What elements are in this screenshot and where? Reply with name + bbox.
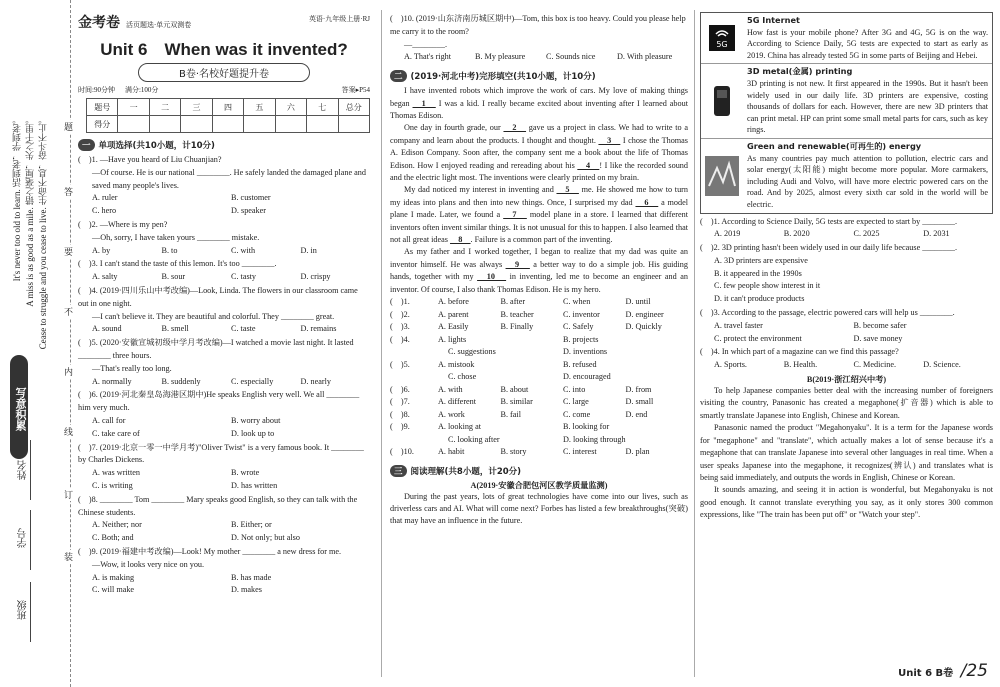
question-stem: ( )4. In which part of a magazine can we find this passage? [700,347,899,357]
cloze-blank[interactable]: 1 [412,98,436,108]
option[interactable]: A. mistook [438,359,475,369]
option[interactable]: A. 2019 [714,229,741,239]
question-stem: ( )9. (2019·福建中考改编)—Look! My mother ________ a new dress for me. [78,546,342,556]
option-list [714,320,993,346]
student-id-field[interactable] [30,510,31,570]
option[interactable]: D. small [625,397,654,407]
option[interactable]: D. speaker [231,206,267,216]
option[interactable]: D. With pleasure [617,52,673,62]
option[interactable]: A. was written [92,468,140,478]
option[interactable]: C. especially [231,376,274,386]
question-item [78,219,370,257]
option[interactable]: C. when [563,297,591,307]
option[interactable]: C. large [563,397,589,407]
option[interactable]: C. into [563,384,586,394]
option[interactable]: C. Sounds nice [546,52,596,62]
cloze-answer-row [390,334,688,347]
option[interactable]: D. in [300,245,317,255]
option[interactable]: A. sound [92,324,122,334]
cloze-answer-row [390,371,688,384]
footer-paper: B卷 [935,668,954,679]
question-item [78,337,370,388]
score-input-cell[interactable] [307,116,338,133]
option-list [92,467,370,493]
score-input-cell[interactable] [212,116,243,133]
option[interactable]: A. Sports. [714,360,747,370]
cut-label: 答 [64,185,73,198]
option[interactable]: B. sour [161,272,186,282]
cut-label: 装 [64,550,73,563]
paper-subtitle: B卷·名校好题提升卷 [138,63,310,82]
question-stem: ( )1. According to Science Daily, 5G tests are expected to start by ________. [700,216,958,226]
option[interactable]: A. That's right [404,52,452,62]
cloze-paragraph: My dad noticed my interest in inventing and 5 me. He showed me how to turn my ideas into plans and then into new things. Once, I surprised my dad 6 a model plane I made. Later, we found a 7 model plane in a store. I learned that different inventors often invent similar things. It is not unusual for this to happen. I also learned that not all great ideas 8 . Failure is a common part of the inventing. [390,185,688,245]
question-item [700,346,993,372]
option[interactable]: A. normally [92,376,132,386]
question-stem: ( )6. (2019·河北秦皇岛海港区期中)He speaks English very well. We all ________ him very much. [78,390,360,413]
option-list [92,245,370,258]
cloze-answer-row [390,434,688,447]
option[interactable]: C. is writing [92,480,133,490]
option[interactable]: C. suggestions [448,347,496,357]
grade-label: 英语·九年级上册·RJ [308,15,370,23]
option-list [92,192,370,218]
motto-block [10,115,60,350]
score-input-cell[interactable] [181,116,212,133]
answer-number: ( )9. [390,422,410,432]
option[interactable]: D. Quickly [625,322,662,332]
score-table [86,98,370,133]
reading-a-intro: During the past years, lots of great technologies have come into our lives, such as driverless cars and AI. What will come next? Forbes has listed a few breakthroughs(突破) that may have an influence in the future. [390,491,688,526]
option[interactable]: D. engineer [625,309,664,319]
class-field-label: 班级 [18,600,29,620]
reading-questions [700,216,993,373]
cloze-blank[interactable]: 10 [477,272,507,282]
score-input-cell[interactable] [244,116,275,133]
option[interactable]: D. save money [853,333,903,343]
cloze-answer-row [390,346,688,359]
column-divider [694,10,695,677]
option[interactable]: B. it appeared in the 1990s [714,268,802,278]
option[interactable]: D. encouraged [563,372,611,382]
option-list [92,519,370,545]
option-list [92,376,370,389]
cloze-blank[interactable]: 5 [556,185,579,195]
option[interactable]: D. 2031 [923,229,950,239]
score-header-cell: 二 [149,99,180,116]
cut-line [70,0,71,687]
option-list [92,415,370,441]
option-list [714,228,993,241]
question-line: —Wow, it looks very nice on you. [92,559,205,569]
brand-logo: 金考卷 活页题选·单元双测卷 [78,15,192,31]
cloze-answer-row [390,321,688,334]
score-header-cell: 题号 [87,99,118,116]
section-heading: 一 单项选择(共10小题，计10分) [78,139,370,151]
cut-label: 内 [64,365,73,378]
option[interactable]: A. different [438,397,477,407]
option[interactable]: D. it can't produce products [714,294,805,304]
option[interactable]: C. few people show interest in it [714,281,821,291]
reading-b-paragraph: Panasonic named the product "Megahonyaku". It is a term for the Japanese words for "megaphone" and "translate", which actually makes a lot of sense because it's a megaphone that can translate Japanese into several other languages in real time. When a user speaks Japanese into the megaphone, it recognizes(辨认) and translates what is being said immediately, and outputs the words in English, Chinese or Korean. [700,423,993,482]
option[interactable]: B. about [500,384,529,394]
option[interactable]: C. with [231,245,256,255]
option[interactable]: B. customer [231,193,271,203]
score-header-cell: 总分 [338,99,370,116]
option[interactable]: C. interest [563,447,597,457]
footer-unit: Unit 6 [898,668,933,679]
option[interactable]: C. come [563,409,591,419]
option[interactable]: B. My pleasure [475,52,526,62]
news-title: 5G Internet [747,15,800,25]
spacer [390,371,438,384]
score-header-cell: 七 [307,99,338,116]
option[interactable]: B. Either; or [231,520,272,530]
option[interactable]: D. look up to [231,428,275,438]
option[interactable]: A. call for [92,415,126,425]
question-stem: ( )3. According to the passage, electric powered cars will help us ________. [700,308,955,318]
option[interactable]: C. chose [448,372,477,382]
motto-line: Cease to struggle and you cease to live. 生命不息，奋斗不止。 [38,115,48,350]
option[interactable]: C. tasty [231,272,257,282]
score-input-cell[interactable] [338,116,370,133]
option[interactable]: A. by [92,245,111,255]
news-item [701,13,992,64]
reading-a-title: A(2019·安徽合肥包河区教学质量监测) [470,480,608,490]
cloze-answer-row [390,309,688,322]
question-item [78,258,370,284]
binding-sidebar [0,0,62,687]
news-text: How fast is your mobile phone? After 3G and 4G, 5G is on the way. According to Science Daily, 5G tests are expected to start as early as 2019. China has already tested 5G in some parts of Beijing and Hebei. [747,27,988,60]
option[interactable]: D. plan [625,447,650,457]
motto-line: It's never too old to learn. 活到老，学到老。 [12,115,22,282]
question-line: —Oh, sorry, I have taken yours ________ mistake. [92,232,260,242]
option[interactable]: B. become safer [853,320,907,330]
answer-number: ( )6. [390,384,410,394]
cloze-blank[interactable]: 7 [503,210,527,220]
question-item [78,154,370,218]
option[interactable]: B. after [500,297,526,307]
score-header-cell: 六 [275,99,306,116]
question-item [700,307,993,345]
answer-number: ( )8. [390,409,410,419]
option[interactable]: C. will make [92,585,135,595]
answer-number: ( )2. [390,309,410,319]
page-title: Unit 6 When was it invented? [100,40,348,59]
option[interactable]: A. ruler [92,193,118,203]
option[interactable]: A. Neither; nor [92,520,142,530]
column-3 [700,12,993,522]
name-field[interactable] [30,440,31,500]
reading-b-paragraph: To help Japanese companies better deal with the increasing number of foreigners visiting the country, Panasonic has created a megaphone(扩音器) which is able to smartly translate Japanese into English, Chinese and Korean. [700,386,993,420]
cut-label: 要 [64,245,73,258]
reading-b-passage [700,385,993,521]
question-item [700,216,993,242]
score-header-cell: 四 [212,99,243,116]
option[interactable]: A. before [438,297,469,307]
question-stem: ( )2. —Where is my pen? [78,219,168,229]
cloze-answer-row [390,384,688,397]
option[interactable]: C. looking after [448,434,500,444]
score-input-cell[interactable] [275,116,306,133]
option[interactable]: A. Easily [438,322,469,332]
question-stem: ( )5. (2020·安徽宣城初级中学月考改编)—I watched a movie last night. It lasted ________ three hours. [78,338,354,360]
option[interactable]: B. wrote [231,468,260,478]
news-text: 3D printing is not new. It first appeared in the 1990s. But it hasn't been widely used in our daily life. 3D printers are expensive, costing thousands of dollars for each. However, there are new 3D printers that can print metal. HP can print some small metal parts for cars, such as key rings. [747,78,988,135]
option-list [92,271,370,284]
class-field[interactable] [30,582,31,642]
option[interactable]: B. has made [231,572,272,582]
cloze-blank[interactable]: 3 [598,135,621,145]
option[interactable]: B. teacher [500,309,534,319]
cloze-paragraph: As my father and I worked together, I began to realize that my dad was quite an inventor himself. He was always 9 a better way to do a simple job. His guiding hands, together with my 10 in inventing, led me to become an engineer and an inventor. Of course, I also thank Thomas Edison. He is my hero. [390,247,688,294]
option[interactable]: C. take care of [92,428,140,438]
option[interactable]: B. similar [500,397,533,407]
option[interactable]: D. crispy [300,272,331,282]
reading-b-title: B(2019·浙江绍兴中考) [806,375,887,385]
option[interactable]: B. 2020 [783,229,810,239]
question-item [700,242,993,306]
option[interactable]: D. Not only; but also [231,533,300,543]
news-item [701,139,992,213]
option[interactable]: C. taste [231,324,256,334]
score-input-cell[interactable] [149,116,180,133]
cut-label: 订 [64,488,73,501]
news-body [743,13,992,63]
option[interactable]: C. inventor [563,309,600,319]
question-line: —I can't believe it. They are beautiful and colorful. They ________ great. [92,311,335,321]
time-limit: 时间:90分钟 [78,86,115,94]
total-score: 满分:100分 [124,86,159,94]
news-body [743,139,992,213]
question-10 [390,13,688,64]
cloze-paragraph: One day in fourth grade, our 2 gave us a project in class. We had to write to a company and learn about the products. I thought and thought. 3 I chose the Thomas A. Edison Company. Soon after, the company sent me a book about the life of Thomas Edison. How I enjoyed reading and rereading about his 4 ! I like the recorded sound and the electric light most. The inventions were clearly printed on my brain. [390,123,688,183]
option[interactable]: B. refused [563,359,597,369]
option[interactable]: C. Both; and [92,533,134,543]
score-row-label: 得分 [87,116,118,133]
cloze-answer-row [390,421,688,434]
page-number: /25 [960,661,988,681]
answer-number: ( )10. [390,447,414,457]
option[interactable]: B. looking for [563,422,610,432]
option[interactable]: B. fail [500,409,521,419]
option[interactable]: D. makes [231,585,262,595]
option[interactable]: B. smell [161,324,189,334]
option-list [404,51,688,64]
student-id-field-label: 学号 [18,528,29,548]
question-stem: ( )8. ________ Tom ________ Mary speaks good English, so they can talk with the Chinese students. [78,494,358,517]
question-stem: ( )7. (2019·北京一零一中学月考)"Oliver Twist" is a very famous book. It ________ by Charles Dickens. [78,442,364,465]
cloze-blank[interactable]: 9 [505,259,530,269]
news-item [701,64,992,139]
score-header-cell: 三 [181,99,212,116]
3d-printer-icon [701,64,743,138]
option[interactable]: A. looking at [438,422,481,432]
question-item [78,494,370,545]
column-divider [381,10,382,677]
option[interactable]: D. inventions [563,347,608,357]
question-stem: ( )3. I can't stand the taste of this lemon. It's too ________. [78,259,277,269]
option[interactable]: C. hero [92,206,117,216]
option[interactable]: D. from [625,384,652,394]
spacer [390,434,438,447]
cut-label: 线 [64,425,73,438]
section-heading: 三 阅读理解(共8小题，计20分) [390,465,688,477]
name-field-label: 姓名 [18,460,29,480]
question-item [78,389,370,440]
option[interactable]: A. parent [438,309,469,319]
score-input-cell[interactable] [118,116,149,133]
option[interactable]: B. Finally [500,322,534,332]
cloze-answer-row [390,359,688,372]
option[interactable]: D. Science. [923,360,961,370]
5g-signal-icon [701,13,743,63]
question-line: —That's really too long. [92,363,172,373]
option[interactable]: A. 3D printers are expensive [714,255,808,265]
answer-number: ( )1. [390,297,410,307]
green-energy-icon [701,139,743,213]
cloze-answer-row [390,409,688,422]
question-line: —________. [404,39,447,49]
option[interactable]: B. to [161,245,178,255]
question-stem: ( )10. (2019·山东济南历城区期中)—Tom, this box is too heavy. Could you please help me carry it to the room? [390,14,686,36]
option[interactable]: D. nearly [300,376,331,386]
answer-number: ( )5. [390,359,410,369]
question-stem: ( )1. —Have you heard of Liu Chuanjian? [78,155,222,164]
column-2 [390,12,688,528]
cloze-paragraph: I have invented robots which improve the work of cars. My love of making things began 1 I was a kid. I really became excited about inventing after I learned about Thomas Edison. [390,86,688,120]
answer-number: ( )4. [390,334,410,344]
question-stem: ( )2. 3D printing hasn't been widely used in our daily life because ________. [700,243,958,253]
option[interactable]: C. 2025 [853,229,880,239]
cloze-blank[interactable]: 6 [635,197,659,207]
option-list [92,572,370,598]
option[interactable]: A. travel faster [714,320,763,330]
motto-line: A miss is as good as a mile. 错之毫厘，失之千里。 [25,115,35,307]
cloze-blank[interactable]: 2 [503,123,527,133]
option[interactable]: D. remains [300,324,337,334]
svg-text:5G: 5G [716,40,728,50]
cut-label: 题 [64,120,73,133]
option[interactable]: B. story [500,447,527,457]
news-body [743,64,992,138]
option-list [714,359,993,372]
option[interactable]: C. Medicine. [853,360,897,370]
cut-label: 不 [64,305,73,318]
option[interactable]: A. work [438,409,465,419]
option[interactable]: A. lights [438,334,467,344]
score-header-cell: 一 [118,99,149,116]
option[interactable]: A. with [438,384,463,394]
option[interactable]: A. salty [92,272,118,282]
cloze-answer-row [390,396,688,409]
cloze-answer-list [390,296,688,459]
question-item [390,13,688,64]
option-list [714,255,993,306]
question-item [78,285,370,336]
score-header-cell: 五 [244,99,275,116]
question-line: —Of course. He is our national ________. He safely landed the damaged plane and saved many people's lives. [92,167,366,190]
reading-b-paragraph: It sounds amazing, and seeing it in action is wonderful, but Megahonyaku is not good enough. It cannot translate everything you say, as it only stores 300 common expressions, like "The train has been put off" or "Watch your step". [700,485,993,520]
question-item [78,442,370,493]
cloze-answer-row [390,446,688,459]
page-footer [898,661,988,681]
column-1 [78,12,370,598]
option[interactable]: D. end [625,409,648,419]
answer-number: ( )3. [390,322,410,332]
exam-meta [78,85,370,95]
option[interactable]: C. protect the environment [714,333,802,343]
news-box [700,12,993,214]
news-title: 3D metal(金属) printing [747,66,853,77]
option[interactable]: B. suddenly [161,376,201,386]
spacer [390,346,438,359]
answer-ref: 答案▸P54 [341,86,370,94]
option[interactable]: A. is making [92,572,135,582]
question-stem: ( )4. (2019·四川乐山中考改编)—Look, Linda. The flowers in our classroom came out in one night. [78,285,358,308]
option-list [92,323,370,336]
option[interactable]: B. worry about [231,415,281,425]
answer-number: ( )7. [390,397,410,407]
question-list [78,154,370,597]
option[interactable]: D. until [625,297,651,307]
option[interactable]: A. habit [438,447,465,457]
option[interactable]: C. Safely [563,322,594,332]
stamp-badge: 写意积累 [10,355,28,459]
option[interactable]: D. looking through [563,434,626,444]
cloze-passage [390,85,688,296]
option[interactable]: B. Health. [783,360,818,370]
news-title: Green and renewable(可再生的) energy [747,140,922,151]
cloze-blank[interactable]: 8 [450,235,471,245]
section-heading: 二 (2019·河北中考)完形填空(共10小题，计10分) [390,70,688,82]
cloze-answer-row [390,296,688,309]
option[interactable]: B. projects [563,334,599,344]
question-item [78,546,370,597]
option[interactable]: D. has written [231,480,278,490]
cloze-blank[interactable]: 4 [577,160,600,170]
news-text: As many countries pay much attention to pollution, electric cars and solar energy(太阳能) might become more popular. More carmakers, including Audi and Volvo, will have more electric powered cars on the road. And by 2025, almost every sixth car sold in the world will be electric. [747,153,988,209]
